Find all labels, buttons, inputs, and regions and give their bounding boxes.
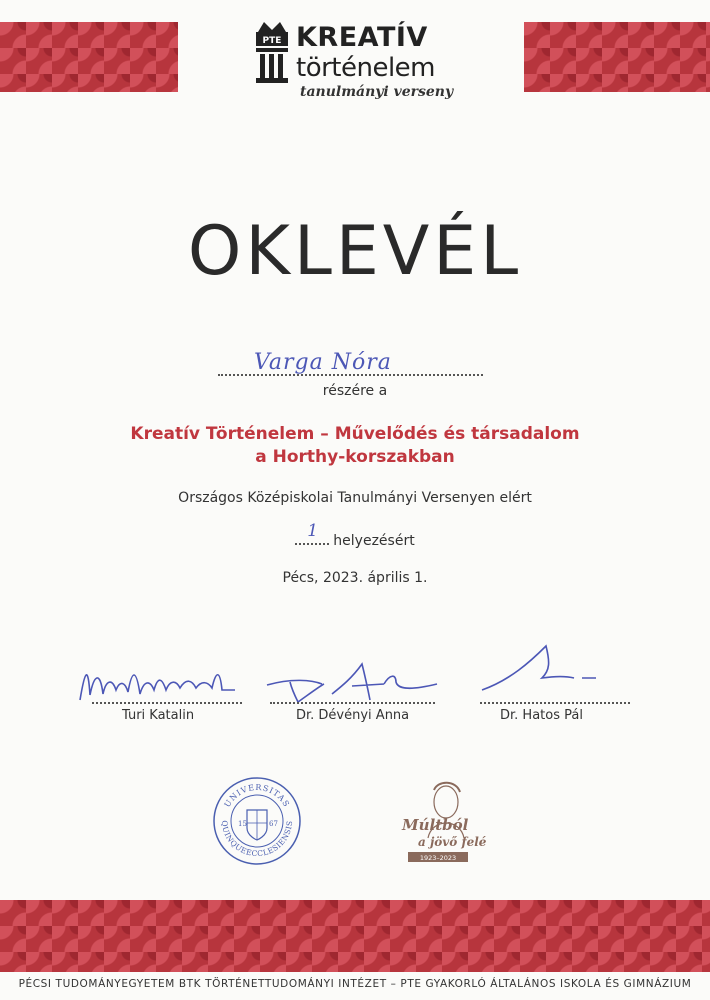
logo-title: KREATÍV [296, 22, 428, 53]
for-label: részére a [322, 383, 388, 399]
competition-title-line2: a Horthy-korszakban [255, 447, 455, 467]
logo-subtitle: történelem [296, 53, 436, 83]
signature-line-3 [480, 702, 630, 704]
signature-block-1 [70, 640, 250, 730]
signature-mark-2 [262, 650, 442, 710]
logo-badge-text: PTE [262, 36, 282, 46]
signature-line-1 [92, 702, 242, 704]
decorative-band-top-right [524, 22, 710, 92]
signature-block-2 [262, 640, 442, 730]
signature-line-2 [270, 702, 435, 704]
decorative-band-top-left [0, 22, 178, 92]
recipient-name: Varga Nóra [254, 350, 392, 375]
logo-tagline: tanulmányi verseny [300, 84, 454, 100]
seal-ring-bottom: QUINQUEECCLESIENSIS [219, 820, 295, 859]
placement-row [0, 521, 710, 549]
signature-block-3 [470, 640, 640, 730]
seal-year-right: 67 [269, 820, 278, 828]
decorative-band-bottom [0, 900, 710, 972]
column-icon [252, 20, 292, 90]
placement-label: helyezésért [333, 533, 415, 549]
certificate-title: OKLEVÉL [187, 212, 523, 291]
competition-title-line1: Kreatív Történelem – Művelődés és társadalom [130, 424, 580, 444]
seal-ring-top: UNIVERSITAS [222, 782, 292, 809]
competition-description: Országos Középiskolai Tanulmányi Versenyen elért [178, 490, 532, 506]
issue-date: Pécs, 2023. április 1. [282, 570, 428, 586]
placement-value: 1 [307, 521, 319, 541]
competition-logo [250, 18, 470, 100]
university-seal [212, 776, 302, 866]
placement-dotted-line [295, 521, 329, 545]
signatory-name-1: Turi Katalin [122, 708, 195, 723]
seal-year-left: 15 [238, 820, 247, 828]
svg-text:UNIVERSITAS [223, 783, 292, 809]
footer-institutions: PÉCSI TUDOMÁNYEGYETEM BTK TÖRTÉNETTUDOMÁNYI INTÉZET – PTE GYAKORLÓ ÁLTALÁNOS ISKOLA ÉS GIMNÁZIUM [18, 978, 692, 990]
signature-mark-1 [70, 650, 250, 710]
anniversary-years: 1923–2023 [419, 854, 457, 862]
signature-mark-3 [470, 640, 640, 700]
signatory-name-3: Dr. Hatos Pál [500, 708, 583, 723]
anniversary-text-mid: a jövő felé [418, 835, 487, 849]
anniversary-text-main: Múltból [402, 816, 469, 834]
signatory-name-2: Dr. Dévényi Anna [296, 708, 410, 723]
anniversary-logo [398, 778, 502, 868]
